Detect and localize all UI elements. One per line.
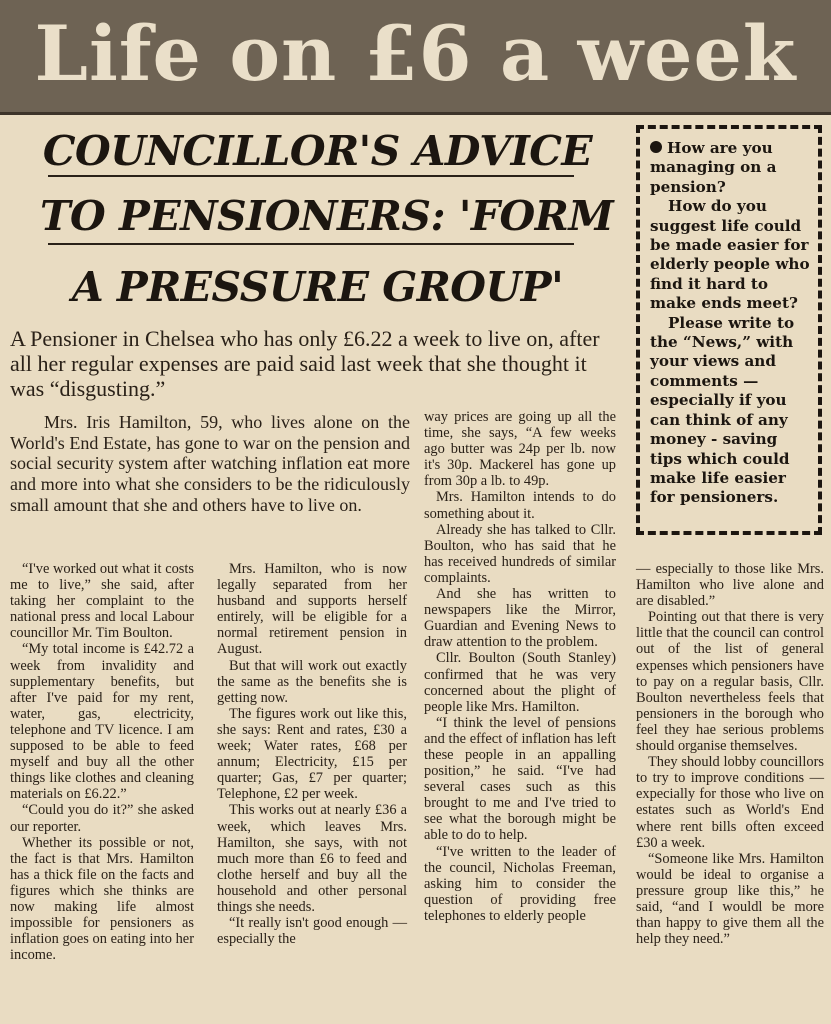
column-paragraph: “Could you do it?” she asked our reporter. bbox=[10, 802, 194, 835]
column-paragraph: Pointing out that there is very little that the council can control out of the list of general expenses which pensioners have to pay on a regular basis, Cllr. Boulton nevertheless feels that pensioners in the borough who feel they hae serious problems should organise themselves. bbox=[636, 609, 824, 755]
column-paragraph: This works out at nearly £36 a week, which leaves Mrs. Hamilton, she says, with not much more than £6 to feed and clothe herself and buy all the household and other personal things she needs. bbox=[217, 802, 407, 915]
headline-line-1: COUNCILLOR'S ADVICE bbox=[42, 127, 593, 175]
bullet-icon bbox=[650, 141, 662, 153]
column-paragraph: “My total income is £42.72 a week from invalidity and supplementary benefits, but after I've paid for my rent, water, gas, electricity, telephone and TV licence. I am supposed to be able to feed myself and buy all the other things like clothes and cleaning materials on £6.22.” bbox=[10, 641, 194, 803]
column-paragraph: “It really isn't good enough — especially the bbox=[217, 915, 407, 948]
column-paragraph: “I've worked out what it costs me to live,” she said, after taking her complaint to the national press and local Labour councillor Mr. Tim Boulton. bbox=[10, 561, 194, 642]
column-paragraph: Cllr. Boulton (South Stanley) confirmed that he was very concerned about the plight of people like Mrs. Hamilton. bbox=[424, 650, 616, 715]
masthead-title: Life on £6 a week bbox=[34, 9, 797, 98]
intro-paragraph: A Pensioner in Chelsea who has only £6.22 a week to live on, after all her regular expenses are paid said last week that she thought it was “disgusting.” bbox=[10, 326, 600, 401]
headline-line-3: A PRESSURE GROUP' bbox=[71, 263, 564, 311]
article-column-1 bbox=[10, 561, 194, 963]
column-paragraph: Whether its possible or not, the fact is that Mrs. Hamilton has a thick file on the facts and figures which she thinks are now making life almost impossible for pensioners as inflation goes on eating into her income. bbox=[10, 834, 194, 964]
column-paragraph: Already she has talked to Cllr. Boulton, who has said that he has received hundreds of similar complaints. bbox=[424, 521, 616, 586]
article-column-3 bbox=[424, 409, 616, 924]
masthead-banner bbox=[0, 0, 831, 115]
sidebar-paragraph: Please write to the “News,” with your views and comments — especially if you can think of any money - saving tips which could make life easier for pensioners. bbox=[650, 313, 795, 507]
column-paragraph: The figures work out like this, she says: Rent and rates, £30 a week; Water rates, £68 per annum; Electricity, £15 per quarter; Gas, £7 per quarter; Telephone, £2 per week. bbox=[217, 705, 407, 803]
column-paragraph: And she has written to newspapers like the Mirror, Guardian and Evening News to draw attention to the problem. bbox=[424, 586, 616, 651]
column-paragraph: Mrs. Hamilton, who is now legally separated from her husband and supports herself entirely, will be eligible for a normal retirement pension in August. bbox=[217, 561, 407, 658]
column-paragraph: “Someone like Mrs. Hamilton would be ideal to organise a pressure group like this,” he said, “and I wouldl be more than happy to give them all the help they need.” bbox=[636, 850, 824, 948]
column-paragraph: Mrs. Hamilton intends to do something about it. bbox=[424, 489, 616, 522]
column-paragraph: But that will work out exactly the same as the benefits she is getting now. bbox=[217, 657, 407, 706]
column-paragraph: — especially to those like Mrs. Hamilton who live alone and are disabled.” bbox=[636, 561, 824, 610]
column-paragraph: way prices are going up all the time, she says, “A few weeks ago butter was 24p per lb. now it's 30p. Mackerel has gone up from 30p a lb. to 49p. bbox=[424, 409, 616, 490]
lead-paragraph: Mrs. Iris Hamilton, 59, who lives alone on the World's End Estate, has gone to war on the pension and social security system after watching inflation eat more and more into what she considers to be the ridiculously small amount that she and others have to live on. bbox=[10, 412, 410, 515]
sidebar-text bbox=[650, 139, 812, 508]
article-column-4 bbox=[636, 561, 824, 947]
sidebar-paragraph: How do you suggest life could be made easier for elderly people who find it hard to make ends meet? bbox=[650, 197, 810, 313]
article-column-2 bbox=[217, 561, 407, 947]
sidebar-paragraph: How are you managing on a pension? bbox=[650, 139, 777, 196]
headline-rule bbox=[48, 175, 574, 177]
column-paragraph: “I think the level of pensions and the effect of inflation has left these people in an appalling position,” he said. “I've had several cases such as this brought to me and I've tried to see what the borough might be able to do to help. bbox=[424, 714, 616, 844]
headline-rule bbox=[48, 243, 574, 245]
column-paragraph: They should lobby councillors to try to improve conditions — expecially for those who live on estates such as World's End where rent bills often exceed £30 a week. bbox=[636, 754, 824, 851]
headline-line-2: TO PENSIONERS: 'FORM bbox=[40, 192, 614, 240]
column-paragraph: “I've written to the leader of the council, Nicholas Freeman, asking him to consider the question of providing free telephones to elderly people bbox=[424, 843, 616, 924]
sidebar-box bbox=[636, 125, 822, 535]
